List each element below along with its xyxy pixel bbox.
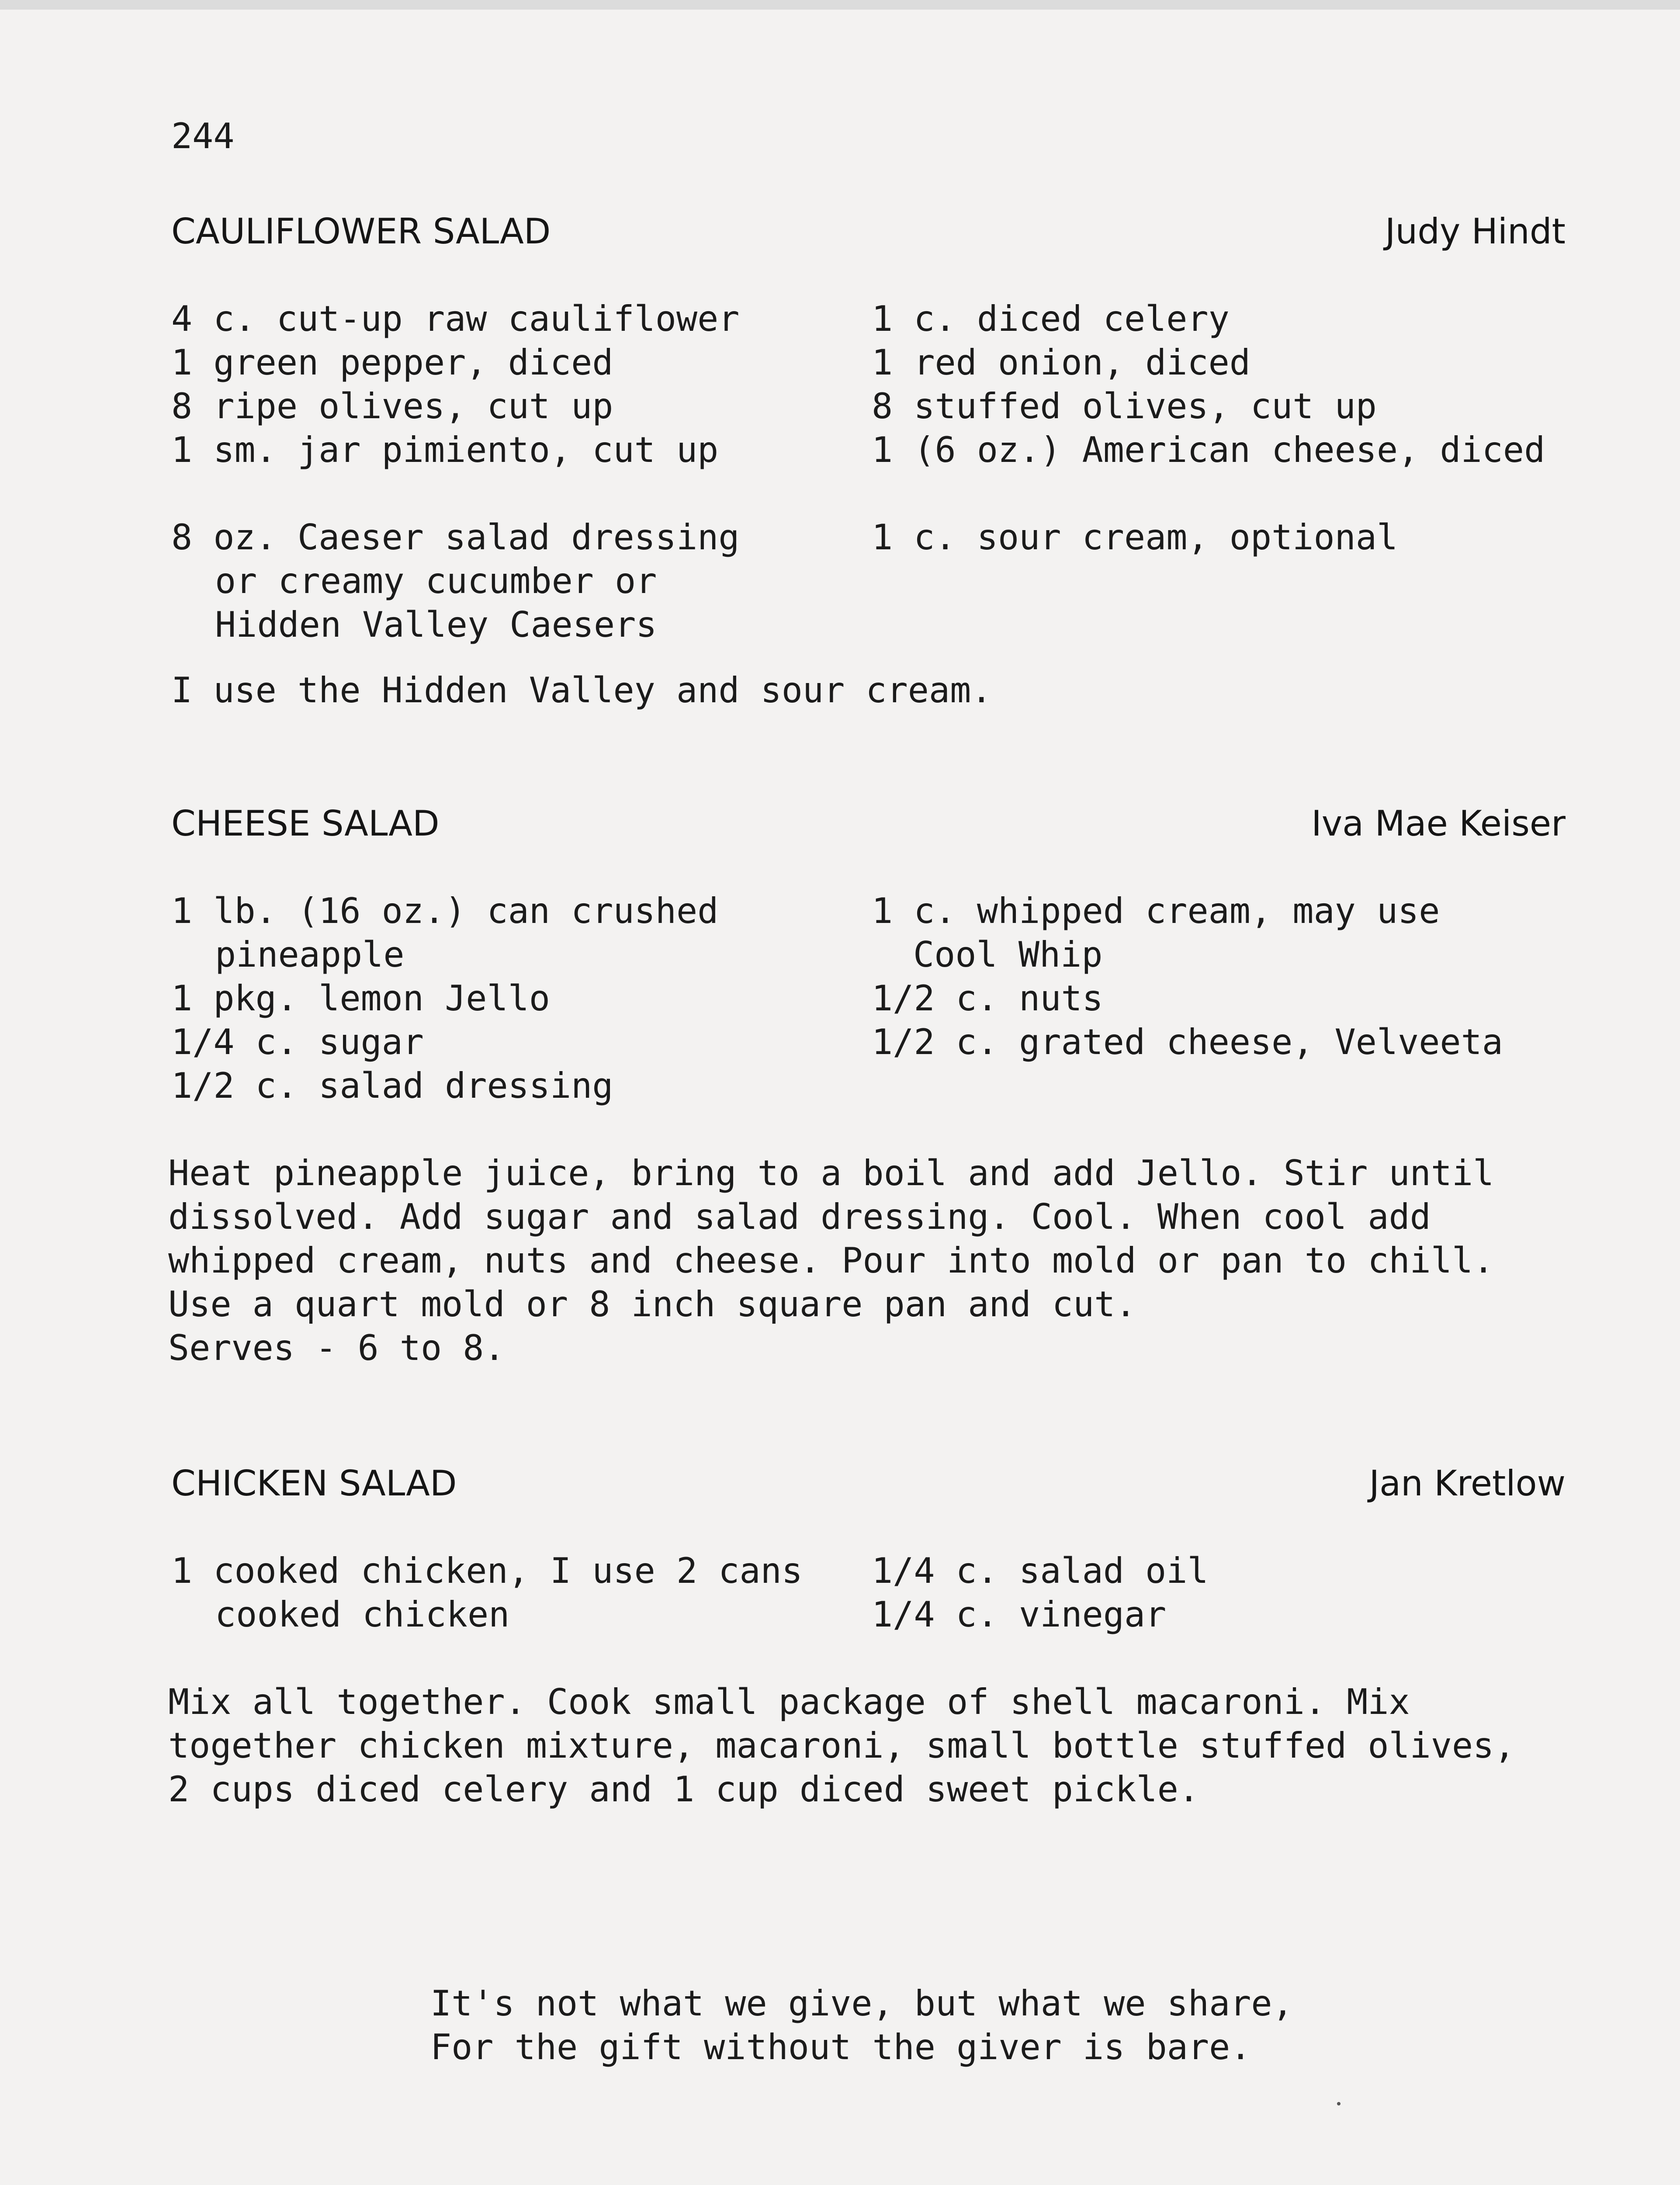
recipe-directions: Mix all together. Cook small package of shell macaroni. Mix together chicken mixture, macaroni, small bottle stuffed olives, 2 cups diced celery and 1 cup diced sweet pickle. [168, 1682, 1515, 1810]
ingredient-line: 1/4 c. vinegar [872, 1594, 1167, 1635]
verse-line: For the gift without the giver is bare. [430, 2027, 1251, 2067]
scan-edge [0, 0, 1680, 10]
dressing-line: Hidden Valley Caesers [215, 604, 657, 645]
recipe-author: Jan Kretlow [1369, 1463, 1566, 1504]
ingredient-line: pineapple [215, 934, 405, 975]
ingredient-line: 1 green pepper, diced [171, 342, 613, 383]
ingredient-line: Cool Whip [913, 934, 1103, 975]
ingredient-line: 1 red onion, diced [872, 342, 1250, 383]
scan-speck [1337, 2102, 1341, 2105]
ingredient-line: 1 cooked chicken, I use 2 cans [171, 1550, 803, 1591]
recipe-title: CHICKEN SALAD [171, 1463, 457, 1504]
recipe-title: CAULIFLOWER SALAD [171, 211, 551, 252]
ingredient-line: 1 sm. jar pimiento, cut up [171, 430, 719, 470]
ingredient-line: 1/4 c. sugar [171, 1022, 424, 1062]
recipe-note: I use the Hidden Valley and sour cream. [171, 670, 992, 711]
ingredient-line: 1 lb. (16 oz.) can crushed [171, 891, 719, 931]
ingredient-line: 1 c. diced celery [872, 298, 1230, 339]
ingredient-line: cooked chicken [215, 1594, 510, 1635]
ingredient-line: 1/2 c. nuts [872, 978, 1103, 1019]
dressing-line: 8 oz. Caeser salad dressing [171, 517, 740, 558]
ingredient-line: 8 ripe olives, cut up [171, 386, 613, 427]
ingredient-line: 4 c. cut-up raw cauliflower [171, 298, 740, 339]
ingredient-line: 1 pkg. lemon Jello [171, 978, 550, 1019]
ingredient-line: 1/2 c. salad dressing [171, 1065, 613, 1106]
recipe-directions: Heat pineapple juice, bring to a boil and add Jello. Stir until dissolved. Add sugar and salad dressing. Cool. When cool add whipped cream, nuts and cheese. Pour into mold or pan to chill. Use a quart mold or 8 inch square pan and cut. Serves - 6 to 8. [168, 1153, 1494, 1368]
ingredient-line: 1/4 c. salad oil [872, 1550, 1209, 1591]
closing-verse [430, 1982, 1293, 2069]
dressing-line: or creamy cucumber or [215, 561, 657, 601]
ingredient-line: 1 c. whipped cream, may use [872, 891, 1440, 931]
ingredient-line: 1/2 c. grated cheese, Velveeta [872, 1022, 1503, 1062]
ingredient-line: 1 (6 oz.) American cheese, diced [872, 430, 1545, 470]
ingredient-line: 8 stuffed olives, cut up [872, 386, 1377, 427]
dressing-line: 1 c. sour cream, optional [872, 517, 1398, 558]
recipe-title: CHEESE SALAD [171, 803, 440, 844]
recipe-author: Iva Mae Keiser [1311, 803, 1566, 844]
recipe-author: Judy Hindt [1385, 211, 1566, 252]
page-number: 244 [171, 116, 235, 156]
verse-line: It's not what we give, but what we share, [430, 1983, 1293, 2024]
